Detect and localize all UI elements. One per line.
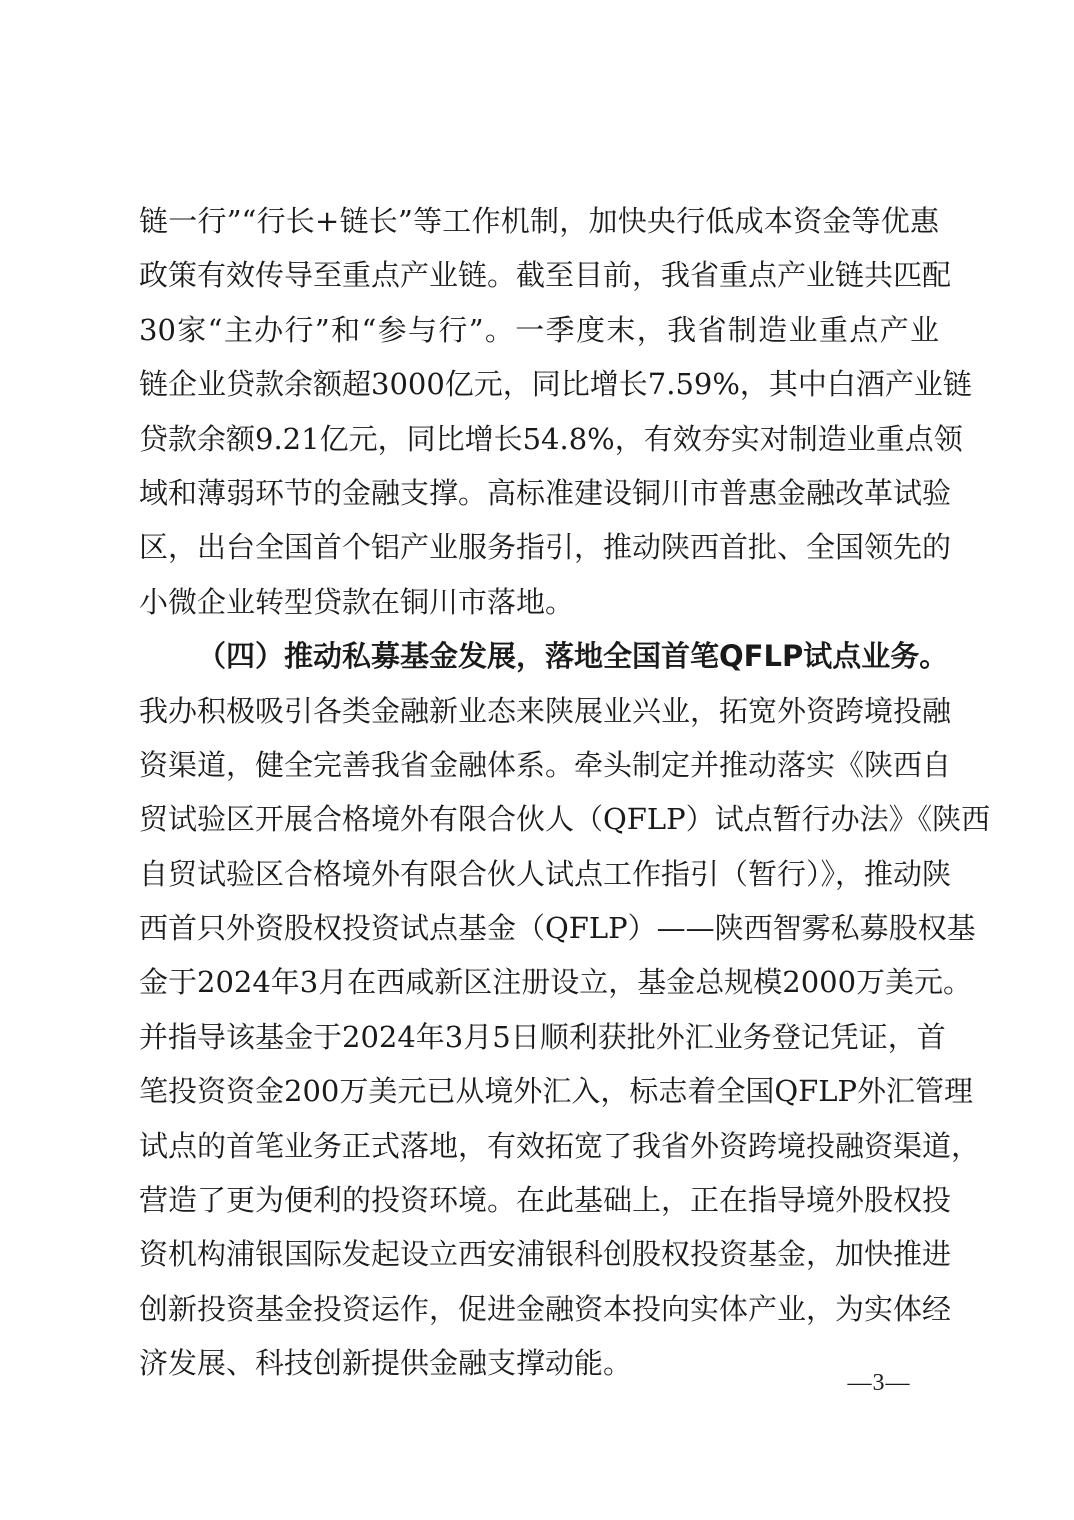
text-line: 金于2024年3月在西咸新区注册设立，基金总规模2000万美元。 bbox=[139, 965, 973, 1000]
text-line: 区，出台全国首个铝产业服务指引，推动陕西首批、全国领先的 bbox=[139, 530, 952, 565]
text-line: 政策有效传导至重点产业链。截至目前，我省重点产业链共匹配 bbox=[139, 258, 952, 293]
text-line: 并指导该基金于2024年3月5日顺利获批外汇业务登记凭证，首 bbox=[139, 1019, 946, 1054]
body-text bbox=[139, 194, 991, 1391]
text-line: 试点的首笔业务正式落地，有效拓宽了我省外资跨境投融资渠道， bbox=[139, 1128, 981, 1163]
text-line: 链一行”“行长+链长”等工作机制，加快央行低成本资金等优惠 bbox=[139, 204, 939, 238]
text-line: 贸试验区开展合格境外有限合伙人（QFLP）试点暂行办法》《陕西 bbox=[139, 802, 991, 837]
text-line: 自贸试验区合格境外有限合伙人试点工作指引（暂行）》，推动陕 bbox=[139, 856, 952, 891]
text-line: 营造了更为便利的投资环境。在此基础上，正在指导境外股权投 bbox=[139, 1183, 952, 1218]
text-line: 域和薄弱环节的金融支撑。高标准建设铜川市普惠金融改革试验 bbox=[139, 475, 952, 510]
text-line: 创新投资基金投资运作，促进金融资本投向实体产业，为实体经 bbox=[139, 1291, 952, 1326]
text-line: 我办积极吸引各类金融新业态来陕展业兴业，拓宽外资跨境投融 bbox=[139, 693, 952, 728]
text-line: 小微企业转型贷款在铜川市落地。 bbox=[139, 584, 575, 619]
paragraph-1 bbox=[139, 194, 972, 629]
paragraph-2 bbox=[139, 629, 991, 1390]
section-heading: （四）推动私募基金发展，落地全国首笔QFLP试点业务。 bbox=[197, 639, 949, 674]
text-line: 资渠道，健全完善我省金融体系。牵头制定并推动落实《陕西自 bbox=[139, 747, 952, 782]
text-line: 资机构浦银国际发起设立西安浦银科创股权投资基金，加快推进 bbox=[139, 1237, 952, 1272]
text-line: 链企业贷款余额超3000亿元，同比增长7.59%，其中白酒产业链 bbox=[139, 367, 972, 402]
text-line: 济发展、科技创新提供金融支撑动能。 bbox=[139, 1346, 633, 1381]
text-line: 笔投资资金200万美元已从境外汇入，标志着全国QFLP外汇管理 bbox=[139, 1074, 974, 1109]
text-line: 30家“主办行”和“参与行”。一季度末，我省制造业重点产业 bbox=[139, 312, 939, 347]
text-line: 贷款余额9.21亿元，同比增长54.8%，有效夯实对制造业重点领 bbox=[139, 421, 963, 456]
text-line: 西首只外资股权投资试点基金（QFLP）——陕西智雾私募股权基 bbox=[139, 911, 976, 946]
page-number: —3— bbox=[847, 1370, 911, 1396]
